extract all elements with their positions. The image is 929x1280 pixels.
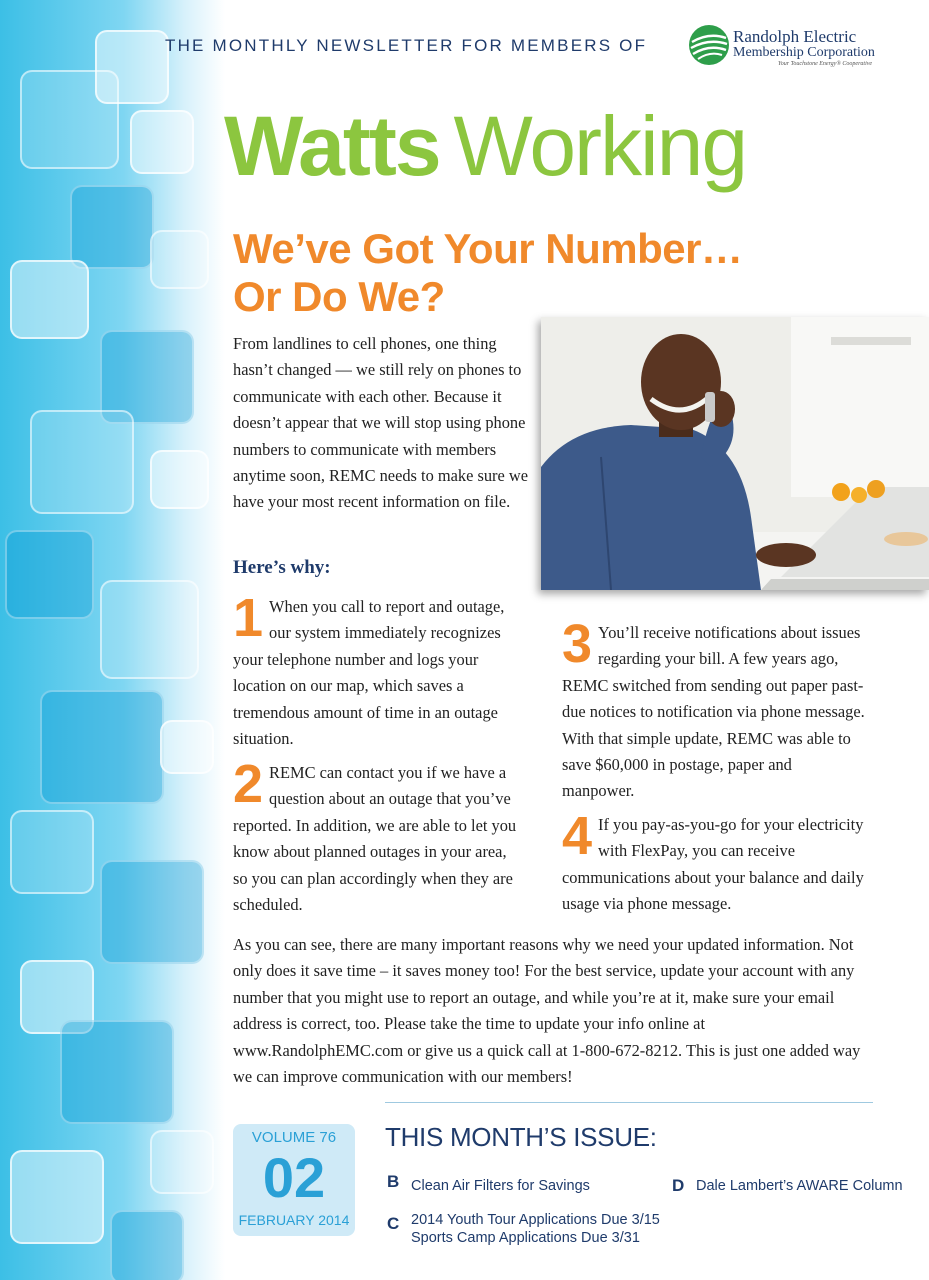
logo-slogan: Your Touchstone Energy® Cooperative <box>778 61 873 67</box>
reason-text: You’ll receive notifications about issues regarding your bill. A few years ago, REMC switched from sending out paper past-due notices to notification via phone message. With that simple update, REMC was able to save $60,000 in postage, paper and manpower. <box>562 623 865 801</box>
article-headline <box>233 225 742 321</box>
decorative-sidebar <box>0 0 225 1280</box>
article-intro: From landlines to cell phones, one thing hasn’t changed — we still rely on phones to communicate with each other. Because it doesn’t appear that we will stop using phone numbers to communicate with members anytime soon, REMC needs to make sure we have your most recent information on file. <box>233 334 528 512</box>
issue-date: FEBRUARY 2014 <box>238 1212 350 1228</box>
logo-name-line1: Randolph Electric <box>733 27 857 46</box>
reason-number: 2 <box>233 754 264 814</box>
toc-letter-c: C <box>387 1214 400 1233</box>
masthead-title <box>224 96 746 196</box>
newsletter-tagline: THE MONTHLY NEWSLETTER FOR MEMBERS OF <box>165 36 648 55</box>
masthead-word-working: Working <box>453 99 747 193</box>
headline-line1: We’ve Got Your Number… <box>233 225 743 272</box>
article-closing: As you can see, there are many important reasons why we need your updated information. Not only does it save time – it saves money too! For the best service, update your account with any number that you might use to report an outage, and while you’re at it, make sure your email address is correct, too. Please take the time to update your info online at www.RandolphEMC.com or give us a quick call at 1-800-672-8212. This is just one added way we can improve communication with our members! <box>233 935 861 1087</box>
photo-illustration <box>541 317 929 590</box>
reason-text: When you call to report and outage, our system immediately recognizes your telephone number and logs your location on our map, which saves a tremendous amount of time in an outage situation. <box>233 597 505 749</box>
toc-item-sports-camp[interactable]: Sports Camp Applications Due 3/31 <box>411 1230 640 1246</box>
toc-title: THIS MONTH’S ISSUE: <box>385 1122 657 1152</box>
reason-number: 1 <box>233 588 264 648</box>
reason-item <box>562 614 867 805</box>
man-on-phone-photo <box>541 317 929 590</box>
logo-name-line2: Membership Corporation <box>733 45 875 60</box>
reasons-heading: Here’s why: <box>233 557 331 578</box>
issue-volume-box <box>233 1124 355 1236</box>
toc-letter-b: B <box>387 1172 400 1191</box>
reason-item <box>233 588 518 752</box>
randolph-emc-logo <box>688 24 878 72</box>
toc-item-youth-tour[interactable]: 2014 Youth Tour Applications Due 3/15 <box>411 1212 660 1228</box>
section-divider <box>385 1102 873 1103</box>
reason-item <box>233 754 518 918</box>
reason-number: 4 <box>562 806 593 866</box>
volume-label: VOLUME 76 <box>251 1129 337 1146</box>
reason-text: If you pay-as-you-go for your electricity with FlexPay, you can receive communications about your balance and daily usage via phone message. <box>562 815 864 914</box>
issue-number: 02 <box>262 1146 326 1209</box>
globe-icon <box>688 24 730 66</box>
reason-item <box>562 806 872 918</box>
headline-line2: Or Do We? <box>233 273 445 320</box>
reason-text: REMC can contact you if we have a question about an outage that you’ve reported. In addition, we are able to let you know about planned outages in your area, so you can plan accordingly when they are scheduled. <box>233 763 517 915</box>
toc-item-aware-column[interactable]: Dale Lambert’s AWARE Column <box>696 1178 903 1194</box>
masthead-word-watts: Watts <box>224 99 440 193</box>
reason-number: 3 <box>562 614 593 674</box>
toc-letter-d: D <box>672 1176 685 1195</box>
toc-item-air-filters[interactable]: Clean Air Filters for Savings <box>411 1178 590 1194</box>
